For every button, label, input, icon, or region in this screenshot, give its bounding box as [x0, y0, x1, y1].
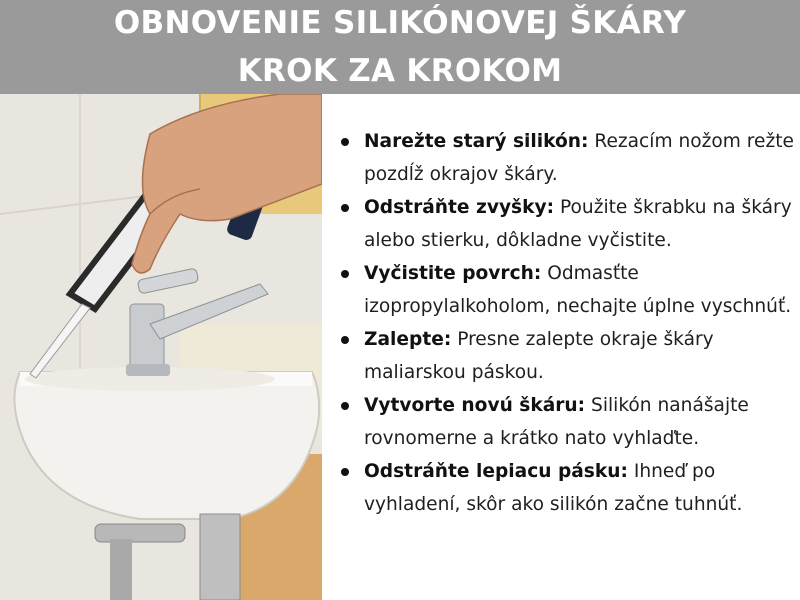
bullet-icon — [341, 204, 349, 212]
bullet-icon — [341, 138, 349, 146]
step-text: Odmasťte izopropylalkoholom, nechajte úplne vyschnúť. — [364, 263, 792, 317]
step-text: Rezacím nožom režte pozdĺž okrajov škáry. — [364, 131, 794, 185]
list-item — [338, 125, 794, 191]
steps-list — [338, 125, 794, 521]
step-title: Zalepte: — [364, 329, 452, 350]
step-title: Narežte starý silikón: — [364, 131, 589, 152]
list-item — [338, 323, 794, 389]
list-item — [338, 455, 794, 521]
step-title: Vytvorte novú škáru: — [364, 395, 586, 416]
bullet-icon — [341, 270, 349, 278]
sink-caulking-photo — [0, 94, 322, 600]
bullet-icon — [341, 336, 349, 344]
step-title: Odstráňte zvyšky: — [364, 197, 555, 218]
bullet-icon — [341, 402, 349, 410]
title-line-2: KROK ZA KROKOM — [237, 53, 563, 89]
title-line-1: OBNOVENIE SILIKÓNOVEJ ŠKÁRY — [113, 5, 687, 41]
step-text: Presne zalepte okraje škáry maliarskou páskou. — [364, 329, 714, 383]
step-title: Odstráňte lepiacu pásku: — [364, 461, 628, 482]
step-title: Vyčistite povrch: — [364, 263, 542, 284]
sink-caulk-gun-photo-icon — [0, 94, 322, 600]
step-text: Použite škrabku na škáry alebo stierku, dôkladne vyčistite. — [364, 197, 792, 251]
list-item — [338, 257, 794, 323]
step-text: Silikón nanášajte rovnomerne a krátko nato vyhlaďte. — [364, 395, 749, 449]
bullet-icon — [341, 468, 349, 476]
list-item — [338, 191, 794, 257]
step-text: Ihneď po vyhladení, skôr ako silikón začne tuhnúť. — [364, 461, 743, 515]
list-item — [338, 389, 794, 455]
title-banner — [0, 0, 800, 94]
